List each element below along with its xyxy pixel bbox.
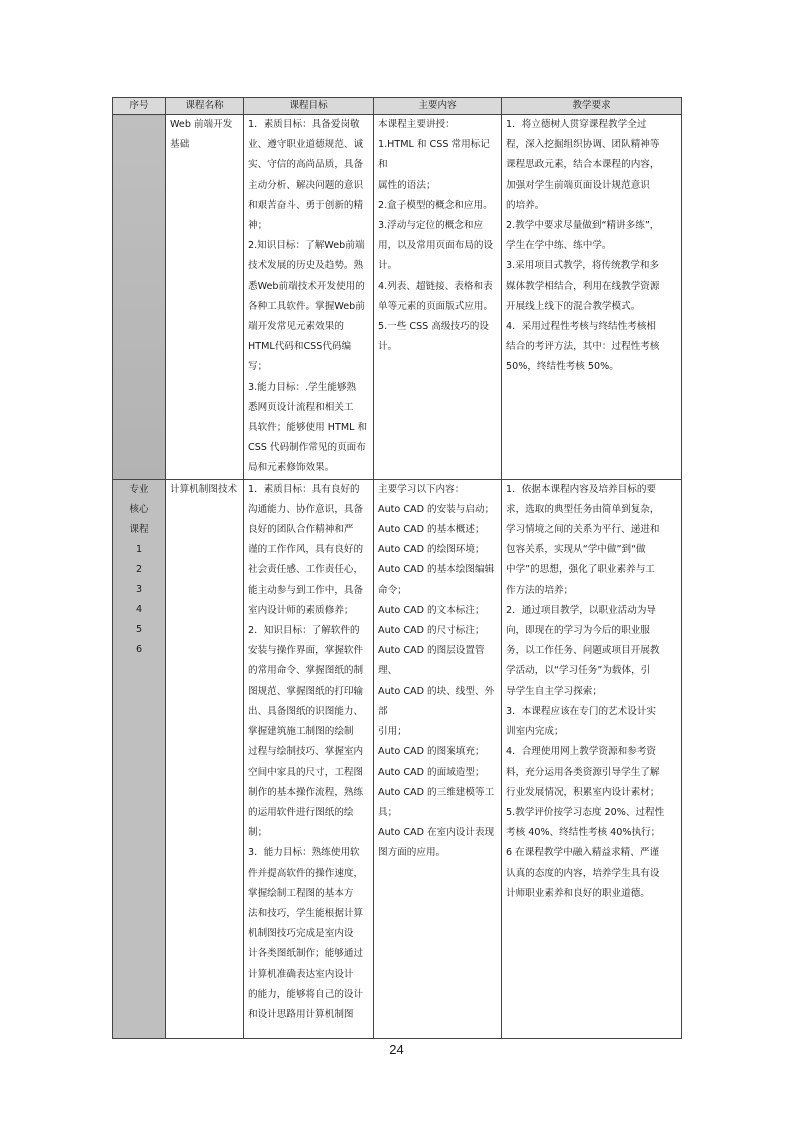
text-line: 行业发展情况，积累室内设计素材； <box>506 786 660 798</box>
text-line: 计。 <box>378 260 398 272</box>
text-line: 和艰苦奋斗、勇于创新的精 <box>248 199 364 211</box>
text-line: 实、守信的高尚品质，具备 <box>248 159 364 171</box>
text-line: 导学生自主学习探索； <box>506 685 602 697</box>
header-course-name: 课程名称 <box>166 98 244 115</box>
text-line: 具； <box>378 806 398 818</box>
text-line: 程，深入挖掘组织协调、团队精神等 <box>506 139 660 151</box>
text-line: 加强对学生前端页面设计规范意识 <box>506 179 650 191</box>
text-line: 机制图技巧完成是室内设 <box>248 928 354 940</box>
text-line: 媒体教学相结合，利用在线教学资源 <box>506 280 660 292</box>
text-line: 的运用软件进行图纸的绘 <box>248 806 354 818</box>
course-table <box>112 97 682 1039</box>
text-line: 1.HTML 和 CSS 常用标记和 <box>378 139 490 171</box>
text-line: 制； <box>248 827 268 839</box>
text-line: 社会责任感、工作责任心， <box>248 564 364 576</box>
header-seq: 序号 <box>113 98 166 115</box>
text-line: 悉网页设计流程和相关工 <box>248 401 354 413</box>
text-line: 和设计思路用计算机制图 <box>248 1008 354 1020</box>
text-line: Auto CAD 的尺寸标注； <box>378 625 485 637</box>
text-line: 制作的基本操作流程，熟练 <box>248 786 364 798</box>
text-line: 主动分析、解决问题的意识 <box>248 179 364 191</box>
text-line: 3．本课程应该在专门的艺术设计实 <box>506 705 657 717</box>
text-line: 求，选取的典型任务由简单到复杂， <box>506 503 660 515</box>
text-line: 课程 <box>129 523 149 535</box>
text-line: 课程思政元素，结合本课程的内容， <box>506 159 660 171</box>
text-line: Auto CAD 的绘图环境； <box>378 544 485 556</box>
text-line: 3.采用项目式教学，将传统教学和多 <box>506 260 660 272</box>
text-line: 考核 40%、终结性考核 40%执行； <box>506 827 661 839</box>
text-line: 单等元素的页面版式应用。 <box>378 300 494 312</box>
text-line: Auto CAD 的图案填充； <box>378 746 485 758</box>
text-line: 沟通能力、协作意识，具备 <box>248 503 364 515</box>
text-line: 核心 <box>129 503 149 515</box>
text-line: 中学”的思想，强化了职业素养与工 <box>506 564 655 576</box>
text-line: 2.教学中要求尽量做到“精讲多练”， <box>506 220 660 232</box>
text-line: Auto CAD 的基本绘图编辑 <box>378 564 495 576</box>
text-line: 命令； <box>378 584 407 596</box>
text-line: 安装与操作界面，掌握软件 <box>248 645 364 657</box>
text-line: 包容关系，实现从“学中做”到“做 <box>506 544 646 556</box>
text-line: 业、遵守职业道德规范、诚 <box>248 139 364 151</box>
text-line: 掌握绘制工程图的基本方 <box>248 887 354 899</box>
text-line: 端开发常见元素效果的 <box>248 321 344 333</box>
text-line: Auto CAD 的基本概述； <box>378 524 485 536</box>
text-line: 计。 <box>378 341 398 353</box>
text-line: 出、具备图纸的识图能力、 <box>248 705 364 717</box>
text-line: Auto CAD 的三维建模等工 <box>378 786 495 798</box>
text-line: 良好的团队合作精神和严 <box>248 524 354 536</box>
text-line: 3 <box>135 583 143 595</box>
header-main-content: 主要内容 <box>374 98 502 115</box>
text-line: 1．素质目标：具备爱岗敬 <box>248 119 360 130</box>
text-line: 学生在学中练、练中学。 <box>506 240 612 252</box>
header-course-goals: 课程目标 <box>244 98 374 115</box>
text-line: 2.盒子模型的概念和应用。 <box>378 199 493 211</box>
seq-group-label <box>117 480 161 660</box>
text-line: 专业 <box>129 483 149 495</box>
text-line: 引用； <box>378 726 407 738</box>
text-line: 5.教学评价按学习态度 20%、过程性 <box>506 806 665 818</box>
text-line: 务，以工作任务、问题或项目开展教 <box>506 645 660 657</box>
text-line: 2．知识目标：了解软件的 <box>248 625 360 637</box>
text-line: 空间中家具的尺寸，工程图 <box>248 766 364 778</box>
text-line: Auto CAD 的文本标注； <box>378 604 485 616</box>
text-line: 6 在课程教学中融入精益求精、严谨 <box>506 847 660 859</box>
text-line: 能主动参与到工作中，具备 <box>248 584 364 596</box>
text-line: 计师职业素养和良好的职业道德。 <box>506 887 650 899</box>
text-line: Auto CAD 的块、线型、外部 <box>378 685 495 717</box>
text-line: 各种工具软件。掌握Web前 <box>248 300 365 312</box>
text-line: 用，以及常用页面布局的设 <box>378 240 494 252</box>
teaching-requirements-cell <box>502 115 682 480</box>
text-line: 的能力，能够将自己的设计 <box>248 988 364 1000</box>
text-line: 5 <box>135 623 143 635</box>
text-line: 4．采用过程性考核与终结性考核相 <box>506 321 657 333</box>
text-line: 神； <box>248 220 268 232</box>
text-line: 开展线上线下的混合教学模式。 <box>506 300 641 312</box>
text-line: 计各类图纸制作；能够通过 <box>248 948 364 960</box>
course-name-cell: Web 前端开发基础 <box>166 115 244 480</box>
text-line: 训室内完成； <box>506 726 564 738</box>
main-content-cell <box>374 115 502 480</box>
text-line: 1．将立德树人贯穿课程教学全过 <box>506 119 647 130</box>
text-line: 掌握建筑施工制图的绘制 <box>248 726 354 738</box>
text-line: HTML代码和CSS代码编写； <box>248 341 352 373</box>
text-line: 1．依据本课程内容及培养目标的要 <box>506 483 657 495</box>
text-line: 3.能力目标：.学生能够熟 <box>248 381 357 393</box>
text-line: 悉Web前端技术开发使用的 <box>248 280 365 292</box>
text-line: 过程与绘制技巧、掌握室内 <box>248 746 364 758</box>
text-line: 的常用命令、掌握图纸的制 <box>248 665 364 677</box>
text-line: 技术发展的历史及趋势。熟 <box>248 260 364 272</box>
text-line: 谨的工作作风，具有良好的 <box>248 544 364 556</box>
course-goals-cell <box>244 479 374 1038</box>
text-line: 主要学习以下内容： <box>378 483 465 495</box>
text-line: 4．合理使用网上教学资源和参考资 <box>506 746 657 758</box>
text-line: 学习情境之间的关系为平行、递进和 <box>506 524 660 536</box>
page-number: 24 <box>389 1042 404 1057</box>
text-line: Auto CAD 的图层设置管理、 <box>378 645 485 677</box>
teaching-requirements-cell <box>502 479 682 1038</box>
text-line: 3.浮动与定位的概念和应 <box>378 220 484 232</box>
text-line: Auto CAD 在室内设计表现 <box>378 827 495 839</box>
text-line: 料，充分运用各类资源引导学生了解 <box>506 766 660 778</box>
text-line: 法和技巧，学生能根据计算 <box>248 907 364 919</box>
text-line: 认真的态度的内容，培养学生具有设 <box>506 867 660 879</box>
text-line: CSS 代码制作常见的页面布 <box>248 442 366 454</box>
seq-cell-empty <box>113 115 166 480</box>
text-line: 本课程主要讲授： <box>378 119 455 130</box>
text-line: 计算机准确表达室内设计 <box>248 968 354 980</box>
text-line: 件并提高软件的操作速度， <box>248 867 364 879</box>
seq-group-cell <box>113 479 166 1038</box>
table-header-row <box>113 98 682 115</box>
text-line: 6 <box>135 643 143 655</box>
table-row <box>113 115 682 480</box>
text-line: 4 <box>135 603 143 615</box>
text-line: 结合的考评方法，其中：过程性考核 <box>506 341 660 353</box>
course-goals-cell <box>244 115 374 480</box>
course-name-cell: 计算机制图技术 <box>166 479 244 1038</box>
text-line: 局和元素修饰效果。 <box>248 462 335 474</box>
text-line: 室内设计师的素质修养； <box>248 604 354 616</box>
text-line: 属性的语法； <box>378 179 436 191</box>
text-line: 2 <box>135 563 143 575</box>
text-line: 1 <box>135 543 143 555</box>
text-line: Auto CAD 的面域造型； <box>378 766 485 778</box>
text-line: 50%，终结性考核 50%。 <box>506 361 619 373</box>
table-row <box>113 479 682 1038</box>
text-line: 4.列表、超链接、表格和表 <box>378 280 493 292</box>
header-teaching-requirements: 教学要求 <box>502 98 682 115</box>
text-line: 的培养。 <box>506 199 545 211</box>
text-line: 具软件；能够使用 HTML 和 <box>248 422 368 434</box>
text-line: 作方法的培养； <box>506 584 574 596</box>
text-line: 2.知识目标：了解Web前端 <box>248 240 365 252</box>
text-line: 学活动，以“学习任务”为载体，引 <box>506 665 651 677</box>
text-line: Auto CAD 的安装与启动； <box>378 503 495 515</box>
text-line: 1．素质目标：具有良好的 <box>248 483 360 495</box>
text-line: 2．通过项目教学，以职业活动为导 <box>506 604 657 616</box>
text-line: 3．能力目标：熟练使用软 <box>248 847 360 859</box>
text-line: 图方面的应用。 <box>378 847 446 859</box>
text-line: 图规范、掌握图纸的打印输 <box>248 685 364 697</box>
text-line: 5.一些 CSS 高级技巧的设 <box>378 321 489 333</box>
main-content-cell <box>374 479 502 1038</box>
text-line: 向，即现在的学习为今后的职业服 <box>506 625 650 637</box>
